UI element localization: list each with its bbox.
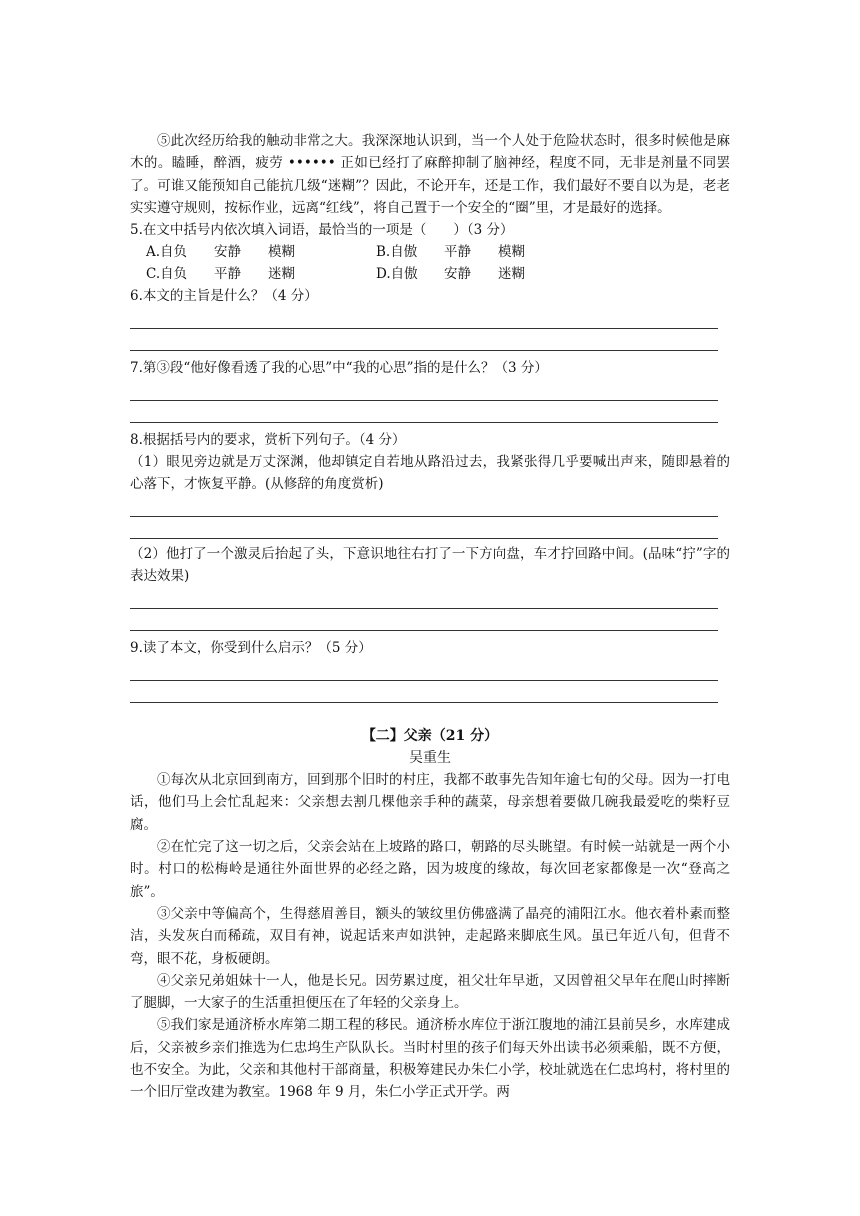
option-b xyxy=(376,241,606,263)
option-b-word1: B.自傲 xyxy=(376,244,418,261)
question-8-sentence-1: （1）眼见旁边就是万丈深渊，他却镇定自若地从路沿过去，我紧张得几乎要喊出声来，随即悬着的心落下，才恢复平静。(从修辞的角度赏析) xyxy=(130,454,730,493)
answer-line-6-1[interactable] xyxy=(130,307,718,329)
option-c-word3: 迷糊 xyxy=(268,266,295,283)
question-8-sentence-2: （2）他打了一个激灵后抬起了头，下意识地往右打了一下方向盘，车才拧回路中间。(品味“拧”字的表达效果) xyxy=(130,546,730,585)
question-6: 6.本文的主旨是什么？（4 分） xyxy=(130,288,318,305)
section-2-paragraph-3: ③父亲中等偏高个，生得慈眉善目，额头的皱纹里仿佛盛满了晶亮的浦阳江水。他衣着朴素而整洁，头发灰白而稀疏，双目有神，说起话来声如洪钟，走起路来脚底生风。虽已年近八旬，但背不弯，眼不花，身板硬朗。 xyxy=(130,905,730,967)
answer-line-9-1[interactable] xyxy=(130,659,718,681)
section-2-title: 【二】父亲（21 分） xyxy=(361,728,499,745)
option-a xyxy=(146,241,376,263)
answer-line-8-2-1[interactable] xyxy=(130,587,718,609)
option-b-word2: 平静 xyxy=(444,244,471,261)
answer-line-9-2[interactable] xyxy=(130,681,718,703)
answer-line-8-1-2[interactable] xyxy=(130,517,718,539)
answer-line-7-1[interactable] xyxy=(130,379,718,401)
question-7: 7.第③段“他好像看透了我的心思”中“我的心思”指的是什么？（3 分） xyxy=(130,360,548,377)
answer-line-7-2[interactable] xyxy=(130,401,718,423)
option-b-word3: 模糊 xyxy=(498,244,525,261)
question-5-options xyxy=(130,241,730,285)
answer-line-8-1-1[interactable] xyxy=(130,495,718,517)
section-2-author: 吴重生 xyxy=(409,750,451,767)
option-a-word2: 安静 xyxy=(214,244,241,261)
option-d xyxy=(376,263,606,285)
section-2-paragraph-5: ⑤我们家是通济桥水库第二期工程的移民。通济桥水库位于浙江腹地的浦江县前吴乡，水库建成后，父亲被乡亲们推选为仁忠坞生产队队长。当时村里的孩子们每天外出读书必须乘船，既不方便，也不安全。为此，父亲和其他村干部商量，积极筹建民办朱仁小学，校址就选在仁忠坞村，将村里的一个旧厅堂改建为教室。1968 年 9 月，朱仁小学正式开学。两 xyxy=(130,1017,730,1101)
answer-line-8-2-2[interactable] xyxy=(130,609,718,631)
option-c-word2: 平静 xyxy=(214,266,241,283)
option-d-word2: 安静 xyxy=(444,266,471,283)
passage-paragraph-5: ⑤此次经历给我的触动非常之大。我深深地认识到，当一个人处于危险状态时，很多时候他是麻木的。瞌睡，醉酒，疲劳 •••••• 正如已经打了麻醉抑制了脑神经，程度不同，无非是剂量不同罢了。可谁又能预知自己能抗几级“迷糊”？因此，不论开车，还是工作，我们最好不要自以为是，老老实实遵守规则，按标作业，远离“红线”，将自己置于一个安全的“圈”里，才是最好的选择。 xyxy=(130,133,730,216)
section-2-paragraph-2: ②在忙完了这一切之后，父亲会站在上坡路的路口，朝路的尽头眺望。有时候一站就是一两个小时。村口的松梅岭是通往外面世界的必经之路，因为坡度的缘故，每次回老家都像是一次“登高之旅”。 xyxy=(130,839,730,900)
option-a-word1: A.自负 xyxy=(146,244,188,261)
section-2-paragraph-1: ①每次从北京回到南方，回到那个旧时的村庄，我都不敢事先告知年逾七旬的父母。因为一打电话，他们马上会忙乱起来：父亲想去割几棵他亲手种的蔬菜，母亲想着要做几碗我最爱吃的柴籽豆腐。 xyxy=(130,772,730,833)
question-9: 9.读了本文，你受到什么启示？（5 分） xyxy=(130,640,372,657)
option-c-word1: C.自负 xyxy=(146,266,188,283)
question-5-stem: 5.在文中括号内依次填入词语，最恰当的一项是（ ）（3 分） xyxy=(130,222,514,239)
option-d-word1: D.自傲 xyxy=(376,266,418,283)
answer-line-6-2[interactable] xyxy=(130,329,718,351)
question-8-stem: 8.根据括号内的要求，赏析下列句子。（4 分） xyxy=(130,432,406,449)
option-c xyxy=(146,263,376,285)
option-a-word3: 模糊 xyxy=(268,244,295,261)
section-2-paragraph-4: ④父亲兄弟姐妹十一人，他是长兄。因劳累过度，祖父壮年早逝，又因曾祖父早年在爬山时摔断了腿脚，一大家子的生活重担便压在了年轻的父亲身上。 xyxy=(130,972,730,1012)
option-d-word3: 迷糊 xyxy=(498,266,525,283)
exam-page xyxy=(130,130,730,1104)
